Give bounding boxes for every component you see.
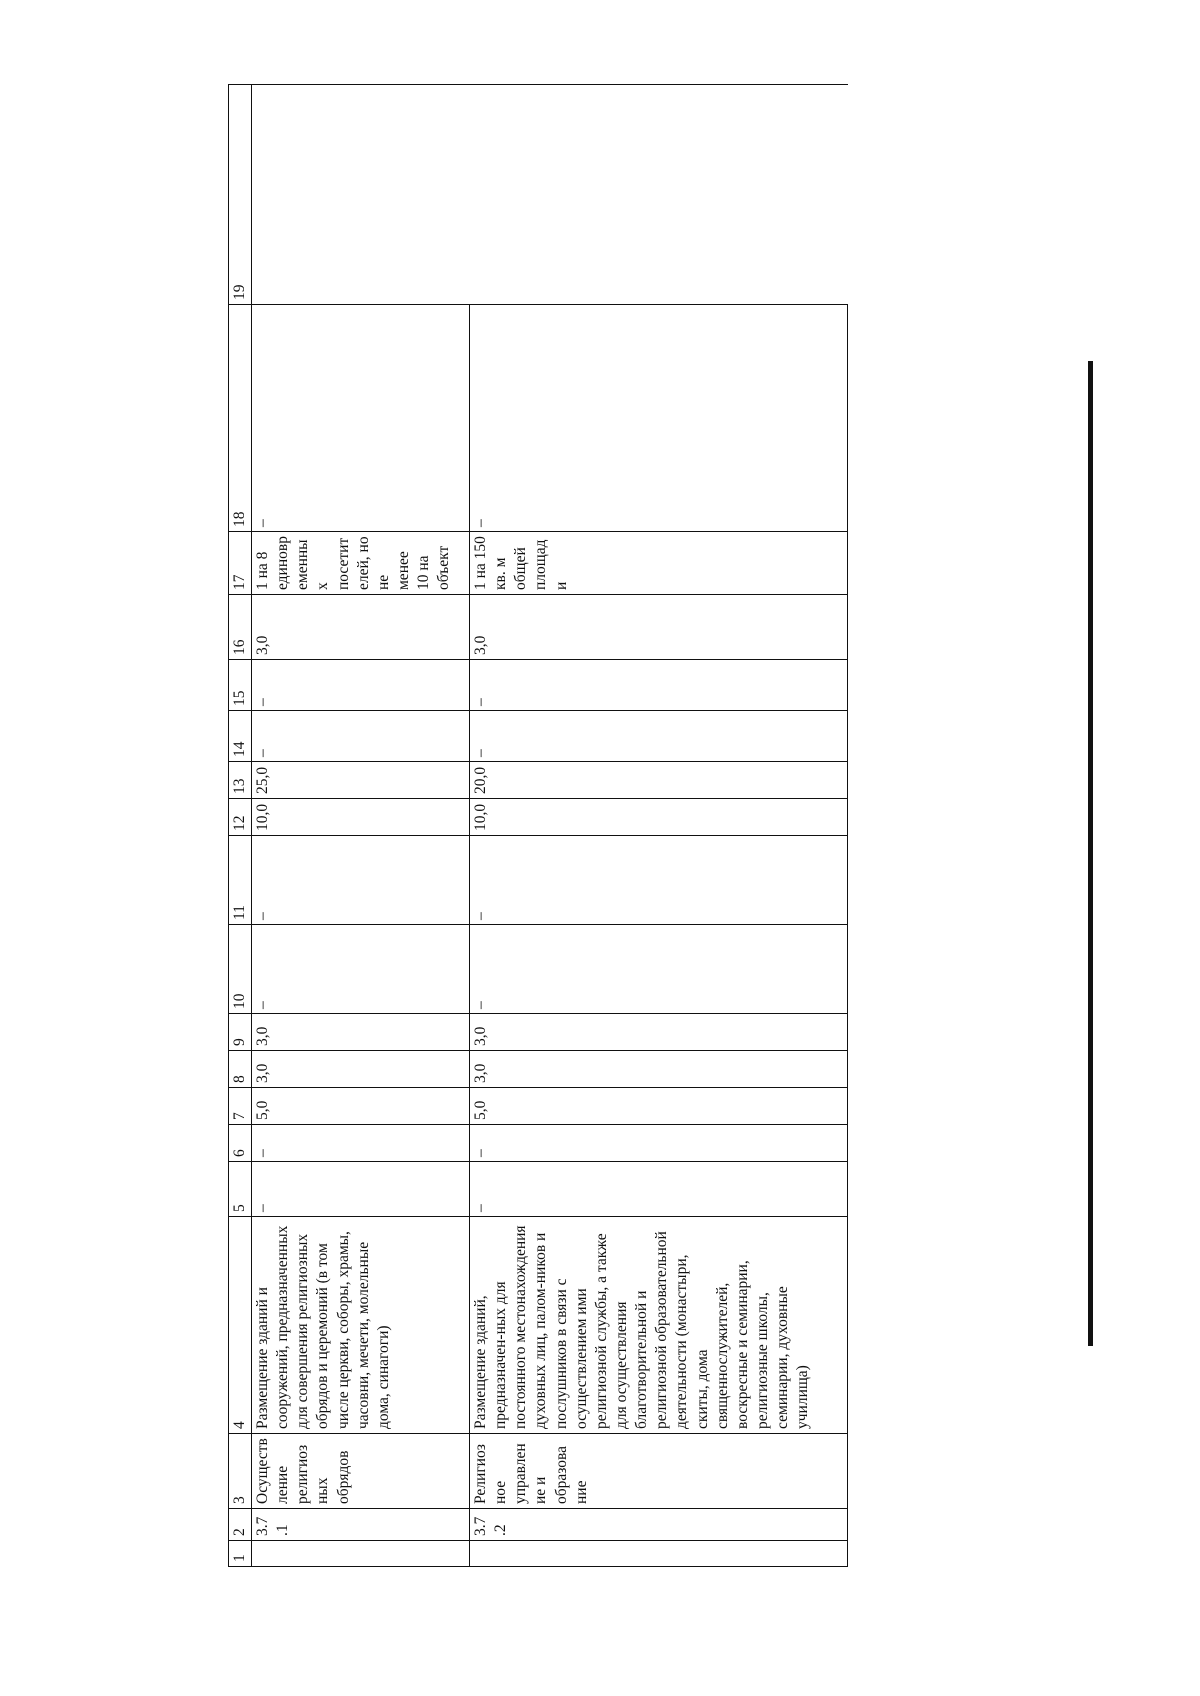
col-num-9: 9 bbox=[229, 1014, 252, 1051]
cell-c5: – bbox=[252, 1162, 470, 1217]
cell-c13: 20,0 bbox=[470, 762, 848, 799]
cell-c7: 5,0 bbox=[470, 1088, 848, 1125]
cell-c6: – bbox=[470, 1125, 848, 1162]
col-num-7: 7 bbox=[229, 1088, 252, 1125]
regulations-table bbox=[228, 84, 848, 1567]
cell-c7: 5,0 bbox=[252, 1088, 470, 1125]
cell-use-name: Осуществление религиозных обрядов bbox=[252, 1434, 470, 1509]
cell-c16: 3,0 bbox=[470, 595, 848, 660]
col-num-18: 18 bbox=[229, 305, 252, 532]
col-num-11: 11 bbox=[229, 836, 252, 925]
cell-c18: – bbox=[470, 305, 848, 532]
cell-c15: – bbox=[470, 660, 848, 711]
col-num-3: 3 bbox=[229, 1434, 252, 1509]
col-num-13: 13 bbox=[229, 762, 252, 799]
rotated-page-table bbox=[228, 145, 848, 1567]
cell-use-name: Религиозное управление и образование bbox=[470, 1434, 848, 1509]
table-row-3-7-2 bbox=[470, 85, 848, 1567]
cell-c14: – bbox=[252, 711, 470, 762]
col-num-2: 2 bbox=[229, 1509, 252, 1541]
col-num-15: 15 bbox=[229, 660, 252, 711]
col-num-14: 14 bbox=[229, 711, 252, 762]
cell-c9: 3,0 bbox=[470, 1014, 848, 1051]
cell-c17: 1 на 150 кв. м общей площади bbox=[470, 532, 848, 595]
cell-c18: – bbox=[252, 305, 470, 532]
col-num-17: 17 bbox=[229, 532, 252, 595]
cell-row-number bbox=[470, 1541, 848, 1567]
vertical-rule bbox=[1088, 361, 1093, 1346]
cell-c10: – bbox=[470, 925, 848, 1014]
cell-c9: 3,0 bbox=[252, 1014, 470, 1051]
cell-c6: – bbox=[252, 1125, 470, 1162]
cell-row-number bbox=[252, 1541, 470, 1567]
cell-c17: 1 на 8 единовременных посетителей, но не менее 10 на объект bbox=[252, 532, 470, 595]
cell-c12: 10,0 bbox=[470, 799, 848, 836]
table-row-3-7-1 bbox=[252, 85, 470, 1567]
cell-c11: – bbox=[470, 836, 848, 925]
column-number-row bbox=[229, 85, 252, 1567]
cell-c11: – bbox=[252, 836, 470, 925]
cell-code: 3.7.1 bbox=[252, 1509, 470, 1541]
cell-c5: – bbox=[470, 1162, 848, 1217]
cell-c8: 3,0 bbox=[252, 1051, 470, 1088]
cell-c19 bbox=[252, 85, 470, 305]
cell-code: 3.7.2 bbox=[470, 1509, 848, 1541]
col-num-5: 5 bbox=[229, 1162, 252, 1217]
cell-c13: 25,0 bbox=[252, 762, 470, 799]
cell-c14: – bbox=[470, 711, 848, 762]
col-num-4: 4 bbox=[229, 1217, 252, 1434]
cell-use-description: Размещение зданий и сооружений, предназначенных для совершения религиозных обрядов и церемоний (в том числе церкви, соборы, храмы, часовни, мечети, молельные дома, синагоги) bbox=[252, 1217, 470, 1434]
col-num-19: 19 bbox=[229, 85, 252, 305]
col-num-16: 16 bbox=[229, 595, 252, 660]
col-num-8: 8 bbox=[229, 1051, 252, 1088]
col-num-12: 12 bbox=[229, 799, 252, 836]
col-num-1: 1 bbox=[229, 1541, 252, 1567]
cell-c16: 3,0 bbox=[252, 595, 470, 660]
cell-c12: 10,0 bbox=[252, 799, 470, 836]
cell-c10: – bbox=[252, 925, 470, 1014]
col-num-10: 10 bbox=[229, 925, 252, 1014]
cell-c19 bbox=[470, 85, 848, 305]
cell-use-description: Размещение зданий, предназначен-ных для постоянного местонахождения духовных лиц, палом-ников и послушников в связи с осуществлением ими религиозной службы, а также для осуществления благотворительной и религиозной образовательной деятельности (монастыри, скиты, дома священнослужителей, воскресные и семинарии, религиозные школы, семинарии, духовные училища) bbox=[470, 1217, 848, 1434]
col-num-6: 6 bbox=[229, 1125, 252, 1162]
cell-c15: – bbox=[252, 660, 470, 711]
cell-c8: 3,0 bbox=[470, 1051, 848, 1088]
